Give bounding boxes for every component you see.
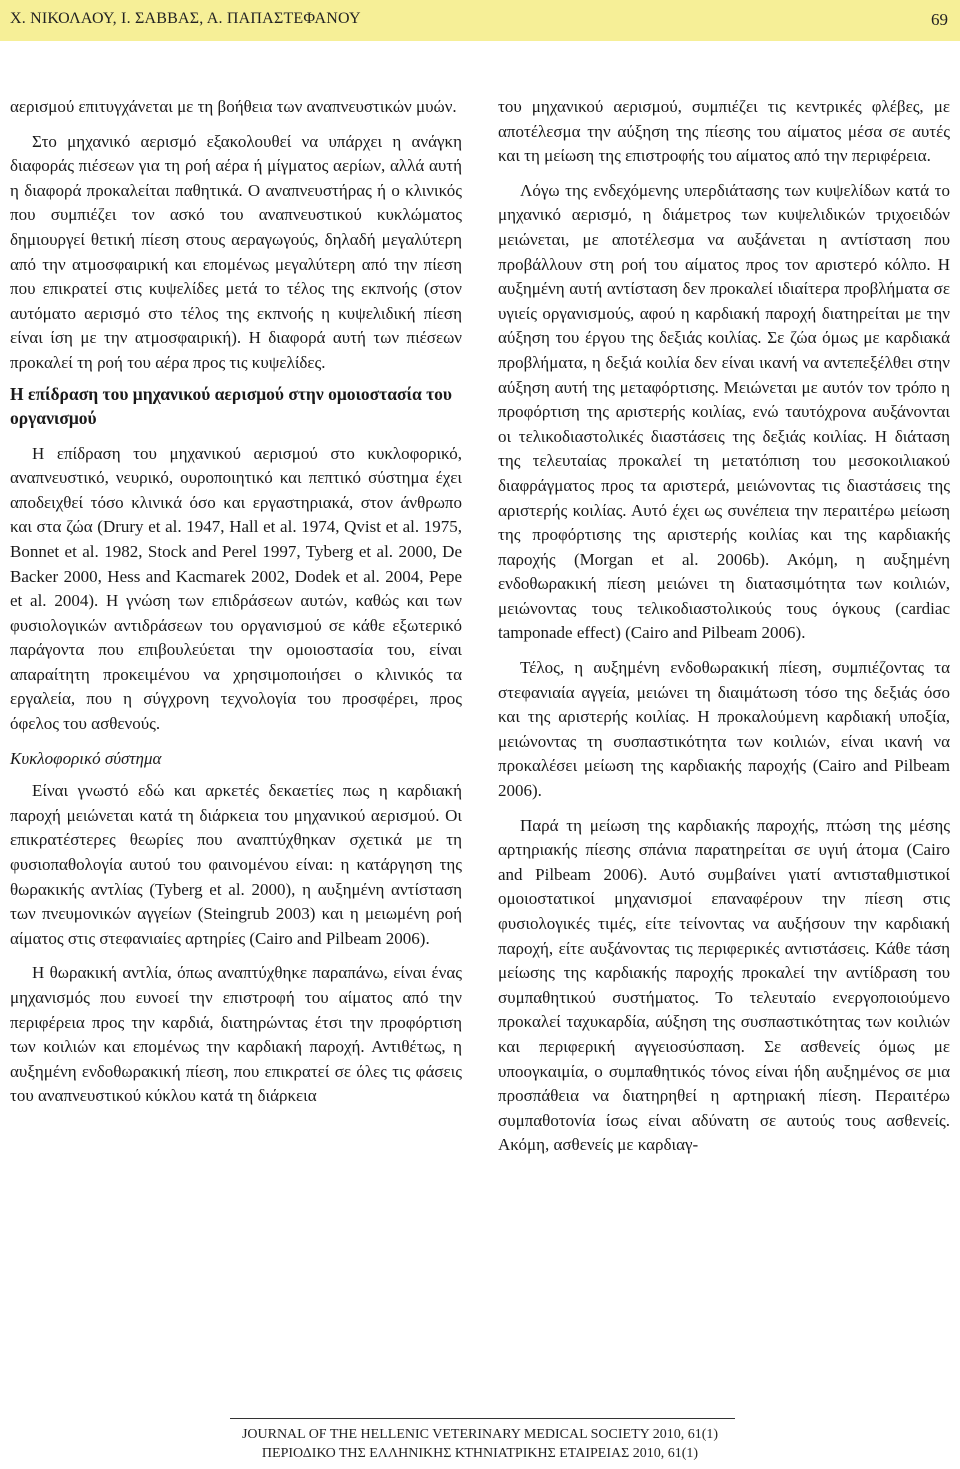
paragraph: Είναι γνωστό εδώ και αρκετές δεκαετίες πως η καρδιακή παροχή μειώνεται κατά τη διάρκεια του μηχανικού αερισμού. Οι επικρατέστερες θεωρίες που αναπτύχθηκαν σχετικά με τη φυσιοπαθολογία αυτού του φαινομένου είναι: η κατάργηση της θωρακικής αντλίας (Tyberg et al. 2000), η αυξημένη αντίσταση των πνευμονικών αγγείων (Steingrub 2003) και η μειωμένη ροή αίματος στις στεφανιαίες αρτηρίες (Cairo and Pilbeam 2006).	[10, 781, 462, 948]
journal-footer	[200, 1425, 760, 1463]
paragraph: Λόγω της ενδεχόμενης υπερδιάτασης των κυψελίδων κατά το μηχανικό αερισμό, η διάμετρος των κυψελιδικών τριχοειδών μειώνεται, με αποτέλεσμα να αυξάνεται η αντίσταση που προβάλλουν στη ροή του αίματος προς τον αριστερό κόλπο. Η αυξημένη αυτή αντίσταση δεν προκαλεί ιδιαίτερα προβλήματα σε υγιείς οργανισμούς, αφού η καρδιακή παροχή διατηρείται με την αύξηση του έργου της δεξιάς κοιλίας. Σε ζώα όμως με καρδιακά προβλήματα, η δεξιά κοιλία δεν είναι ικανή να αντεπεξέλθει στην αύξηση αυτή της μεταφόρτισης. Μειώνεται με αυτόν τον τρόπο η προφόρτιση της αριστερής κοιλίας, ενώ ταυτόχρονα αυξάνονται οι τελικοδιαστολικές διαστάσεις της δεξιάς κοιλίας. Η διάταση της τελευταίας προκαλεί τη μετατόπιση του μεσοκοιλιακού διαφράγματος προς τα αριστερά, μειώνοντας τις διαστάσεις της αριστερής κοιλίας. Αυτό έχει ως συνέπεια την περαιτέρω μείωση της προφόρτισης της αριστερής κοιλίας και της καρδιακής παροχής (Morgan et al. 2006b). Ακόμη, η αυξημένη ενδοθωρακική πίεση μειώνει τη διατασιμότητα των κοιλιών, μειώνοντας τους τελικοδιαστολικούς τους όγκους (cardiac tamponade effect) (Cairo and Pilbeam 2006).	[498, 180, 950, 643]
footer-journal-en: JOURNAL OF THE HELLENIC VETERINARY MEDICAL SOCIETY 2010, 61(1)	[241, 1427, 719, 1442]
left-column	[10, 95, 462, 1109]
paragraph: Στο μηχανικό αερισμό εξακολουθεί να υπάρχει η ανάγκη διαφοράς πιέσεων για τη ροή αέρα ή μίγματος αερίων, αλλά αυτή η διαφορά προκαλείται παθητικά. Ο αναπνευστήρας ή ο κλινικός που συμπιέζει τον ασκό του αναπνευστικού κυκλώματος δημιουργεί θετική πίεση στους αεραγωγούς, δηλαδή μεγαλύτερη από την ατμοσφαιρική και επομένως μεγαλύτερη από την πίεση που επικρατεί στις κυψελίδες μετά το τέλος της εκπνοής (στον αυτόματο αερισμό στο τέλος της εκπνοής η κυψελιδική πίεση είναι ίση με την ατμοσφαιρική). Η διαφορά αυτή των πιέσεων προκαλεί τη ροή του αέρα προς τις κυψελίδες.	[10, 131, 462, 372]
running-header	[0, 0, 960, 41]
paragraph: αερισμού επιτυγχάνεται με τη βοήθεια των αναπνευστικών μυών.	[10, 97, 457, 116]
paragraph: του μηχανικού αερισμού, συμπιέζει τις κεντρικές φλέβες, με αποτέλεσμα την αύξηση της πίεσης του αίματος μέσα σε αυτές και τη μείωση της επιστροφής του αίματος από την περιφέρεια.	[498, 97, 950, 166]
subsection-heading: Κυκλοφορικό σύστημα	[10, 748, 162, 768]
footer-divider	[230, 1418, 735, 1419]
header-authors: Χ. ΝΙΚΟΛΑΟΥ, Ι. ΣΑΒΒΑΣ, Α. ΠΑΠΑΣΤΕΦΑΝΟΥ	[10, 10, 361, 27]
page-number: 69	[931, 10, 948, 29]
right-column	[498, 95, 950, 1158]
footer-journal-gr: ΠΕΡΙΟΔΙΚΟ ΤΗΣ ΕΛΛΗΝΙΚΗΣ ΚΤΗΝΙΑΤΡΙΚΗΣ ΕΤΑΙΡΕΙΑΣ 2010, 61(1)	[261, 1446, 699, 1461]
paragraph: Τέλος, η αυξημένη ενδοθωρακική πίεση, συμπιέζοντας τα στεφανιαία αγγεία, μειώνει τη διαιμάτωση τόσο της δεξιάς όσο και της αριστερής κοιλίας. Η προκαλούμενη καρδιακή υποξία, μειώνοντας τη συσπαστικότητα των κοιλιών, είναι ικανή να προκαλέσει μείωση της καρδιακής παροχής (Cairo and Pilbeam 2006).	[498, 658, 950, 801]
section-heading: Η επίδραση του μηχανικού αερισμού στην ομοιοστασία του οργανισμού	[10, 383, 453, 428]
paragraph: Η θωρακική αντλία, όπως αναπτύχθηκε παραπάνω, είναι ένας μηχανισμός που ευνοεί την επιστροφή του αίματος από την περιφέρεια προς την καρδιά, διατηρώντας έτσι την προφόρτιση των κοιλιών και επομένως την καρδιακή παροχή. Αντιθέτως, η αυξημένη ενδοθωρακική πίεση, που επικρατεί σε όλες τις φάσεις του αναπνευστικού κύκλου κατά τη διάρκεια	[10, 963, 462, 1106]
paragraph: Η επίδραση του μηχανικού αερισμού στο κυκλοφορικό, αναπνευστικό, νευρικό, ουροποιητικό και πεπτικό σύστημα έχει αποδειχθεί τόσο κλινικά όσο και εργαστηριακά, στον άνθρωπο και στα ζώα (Drury et al. 1947, Hall et al. 1974, Qvist et al. 1975, Bonnet et al. 1982, Stock and Perel 1997, Tyberg et al. 2000, De Backer 2000, Hess and Kacmarek 2002, Dodek et al. 2004, Pepe et al. 2004). Η γνώση των επιδράσεων αυτών, καθώς και των φυσιολογικών αντιδράσεων του οργανισμού σε κάθε εξωτερικό παράγοντα που επιβουλεύεται την ομοιοστασία του, είναι απαραίτητη προκειμένου να χρησιμοποιήσει ο κλινικός τα εργαλεία, που η σύγχρονη τεχνολογία του προσφέρει, προς όφελος του ασθενούς.	[10, 443, 462, 734]
paragraph: Παρά τη μείωση της καρδιακής παροχής, πτώση της μέσης αρτηριακής πίεσης σπάνια παρατηρείται σε υγιή άτομα (Cairo and Pilbeam 2006). Αυτό συμβαίνει γιατί αντισταθμιστικοί ομοιοστατικοί μηχανισμοί επαναφέρουν την πίεση στις φυσιολογικές τιμές, είτε τείνοντας να αυξήσουν την καρδιακή παροχή, είτε αυξάνοντας τις περιφερικές αντιστάσεις. Κάθε τάση μείωσης της καρδιακής παροχής προκαλεί την αντίδραση του συμπαθητικού συστήματος. Το τελευταίο ενεργοποιούμενο προκαλεί ταχυκαρδία, αύξηση της συσπαστικότητας των κοιλιών και περιφερική αγγειοσύσπαση. Σε ασθενείς όμως με υποογκαιμία, ο συμπαθητικός τόνος είναι ήδη αυξημένος σε μια προσπάθεια να διατηρηθεί η αρτηριακή πίεση. Περαιτέρω συμπαθοτονία ίσως είναι αδύνατη σε αυτούς τους ασθενείς. Ακόμη, ασθενείς με καρδιαγ-	[498, 815, 950, 1155]
